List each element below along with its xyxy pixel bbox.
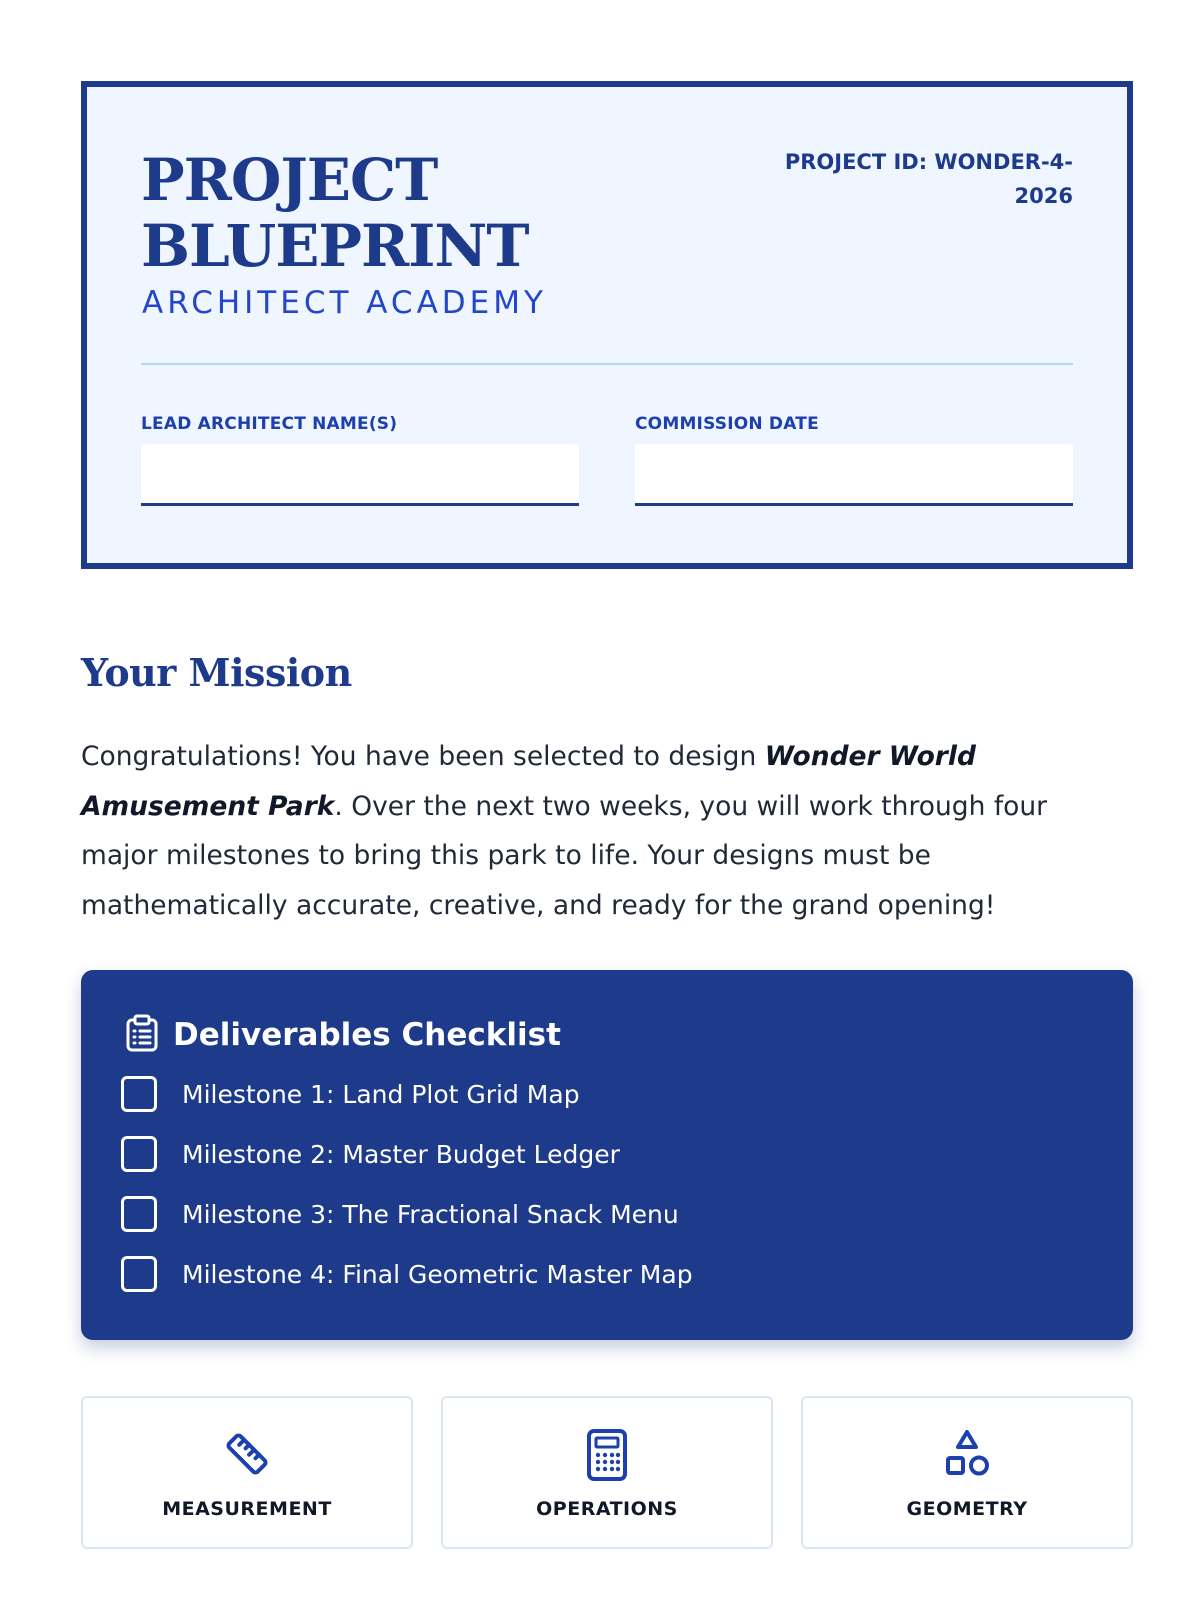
checklist-header bbox=[125, 1014, 561, 1056]
calculator-icon bbox=[581, 1428, 633, 1486]
checklist-item[interactable] bbox=[121, 1256, 693, 1292]
lead-architect-field[interactable] bbox=[141, 444, 579, 506]
lead-architect-label: LEAD ARCHITECT NAME(S) bbox=[141, 414, 398, 434]
title-line-2: BLUEPRINT bbox=[141, 212, 529, 280]
mission-text-intro: Congratulations! You have been selected to design bbox=[81, 741, 765, 772]
page-title bbox=[141, 147, 701, 279]
commission-date-label: COMMISSION DATE bbox=[635, 414, 819, 434]
checklist-item-label: Milestone 2: Master Budget Ledger bbox=[182, 1139, 620, 1169]
deliverables-checklist bbox=[81, 970, 1133, 1340]
shapes-icon bbox=[941, 1428, 993, 1484]
clipboard-icon bbox=[125, 1014, 159, 1056]
checklist-item[interactable] bbox=[121, 1076, 580, 1112]
project-id bbox=[743, 145, 1073, 213]
checkbox[interactable] bbox=[121, 1256, 157, 1292]
park-name: Wonder World Amusement Park bbox=[81, 741, 976, 822]
mission-heading: Your Mission bbox=[81, 650, 352, 695]
page-subtitle: ARCHITECT ACADEMY bbox=[142, 285, 547, 321]
checklist-item[interactable] bbox=[121, 1136, 620, 1172]
mission-text-body: . Over the next two weeks, you will work through four major milestones to bring this park to life. Your designs must be mathematically accurate, creative, and ready for the grand opening! bbox=[81, 790, 1048, 921]
topic-label: OPERATIONS bbox=[536, 1498, 678, 1520]
topic-card-operations bbox=[441, 1396, 773, 1549]
checkbox[interactable] bbox=[121, 1136, 157, 1172]
checklist-item[interactable] bbox=[121, 1196, 679, 1232]
checklist-item-label: Milestone 3: The Fractional Snack Menu bbox=[182, 1199, 679, 1229]
project-id-line-1: PROJECT ID: WONDER-4- bbox=[784, 150, 1073, 174]
checklist-title: Deliverables Checklist bbox=[173, 1017, 561, 1053]
checklist-item-label: Milestone 4: Final Geometric Master Map bbox=[182, 1259, 693, 1289]
topic-card-measurement bbox=[81, 1396, 413, 1549]
checklist-item-label: Milestone 1: Land Plot Grid Map bbox=[182, 1079, 580, 1109]
checkbox[interactable] bbox=[121, 1076, 157, 1112]
ruler-icon bbox=[221, 1428, 273, 1484]
title-line-1: PROJECT bbox=[141, 146, 438, 214]
topic-label: GEOMETRY bbox=[906, 1498, 1028, 1520]
topic-card-geometry bbox=[801, 1396, 1133, 1549]
header-divider bbox=[141, 363, 1073, 365]
topic-label: MEASUREMENT bbox=[162, 1498, 332, 1520]
project-id-line-2: 2026 bbox=[1014, 184, 1073, 208]
project-header-card bbox=[81, 81, 1133, 569]
mission-paragraph bbox=[81, 732, 1081, 930]
checkbox[interactable] bbox=[121, 1196, 157, 1232]
commission-date-field[interactable] bbox=[635, 444, 1073, 506]
